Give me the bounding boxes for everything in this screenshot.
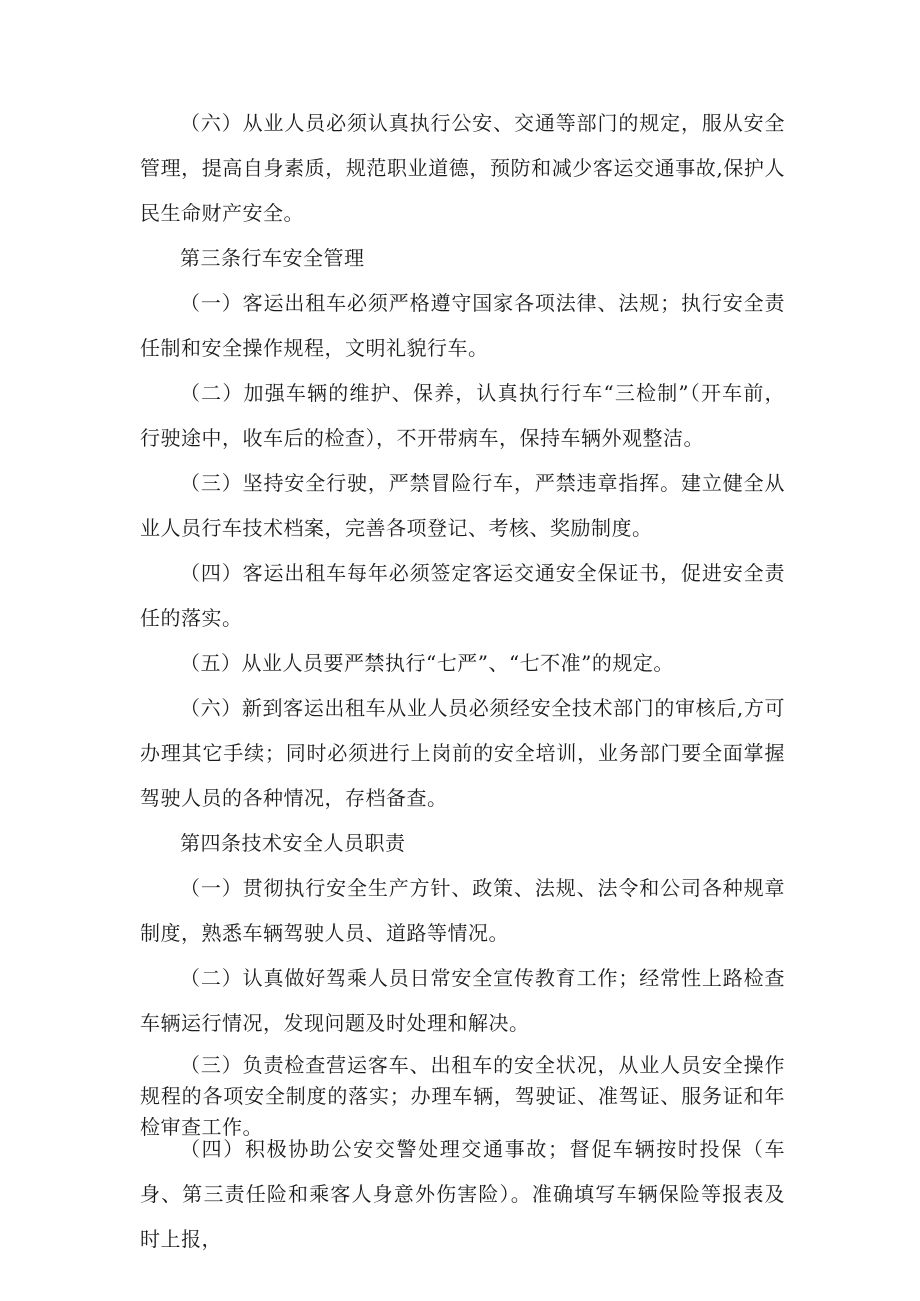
section-heading-article-4: 第四条技术安全人员职责 [180, 831, 406, 855]
paragraph-article-3-item-2: （二）加强车辆的维护、保养，认真执行行车“三检制”（开车前，行驶途中，收车后的检查），不开带病车，保持车辆外观整洁。 [140, 381, 785, 450]
paragraph-article-4-item-2: （二）认真做好驾乘人员日常安全宣传教育工作；经常性上路检查车辆运行情况，发现问题及时处理和解决。 [140, 966, 785, 1035]
paragraph-article-4-item-1: （一）贯彻执行安全生产方针、政策、法规、法令和公司各种规章制度，熟悉车辆驾驶人员、道路等情况。 [140, 876, 785, 945]
section-heading-article-3: 第三条行车安全管理 [180, 246, 365, 270]
paragraph-article-3-item-4: （四）客运出租车每年必须签定客运交通安全保证书，促进安全责任的落实。 [140, 561, 785, 630]
paragraph-article-4-item-3: （三）负责检查营运客车、出租车的安全状况，从业人员安全操作规程的各项安全制度的落实；办理车辆，驾驶证、准驾证、服务证和年检审查工作。 [140, 1053, 785, 1139]
paragraph-article-3-item-1: （一）客运出租车必须严格遵守国家各项法律、法规；执行安全责任制和安全操作规程，文明礼貌行车。 [140, 291, 785, 360]
paragraph-article-3-item-5: （五）从业人员要严禁执行“七严”、“七不准”的规定。 [180, 651, 674, 675]
paragraph-article-3-item-6: （六）新到客运出租车从业人员必须经安全技术部门的审核后,方可办理其它手续；同时必须进行上岗前的安全培训，业务部门要全面掌握驾驶人员的各种情况，存档备查。 [140, 696, 785, 810]
paragraph-article-4-item-4: （四）积极协助公安交警处理交通事故；督促车辆按时投保（车身、第三责任险和乘客人身意外伤害险）。准确填写车辆保险等报表及时上报， [140, 1137, 785, 1251]
paragraph-employee-compliance: （六）从业人员必须认真执行公安、交通等部门的规定，服从安全管理，提高自身素质，规范职业道德，预防和减少客运交通事故,保护人民生命财产安全。 [140, 111, 785, 225]
paragraph-article-3-item-3: （三）坚持安全行驶，严禁冒险行车，严禁违章指挥。建立健全从业人员行车技术档案，完善各项登记、考核、奖励制度。 [140, 471, 785, 540]
